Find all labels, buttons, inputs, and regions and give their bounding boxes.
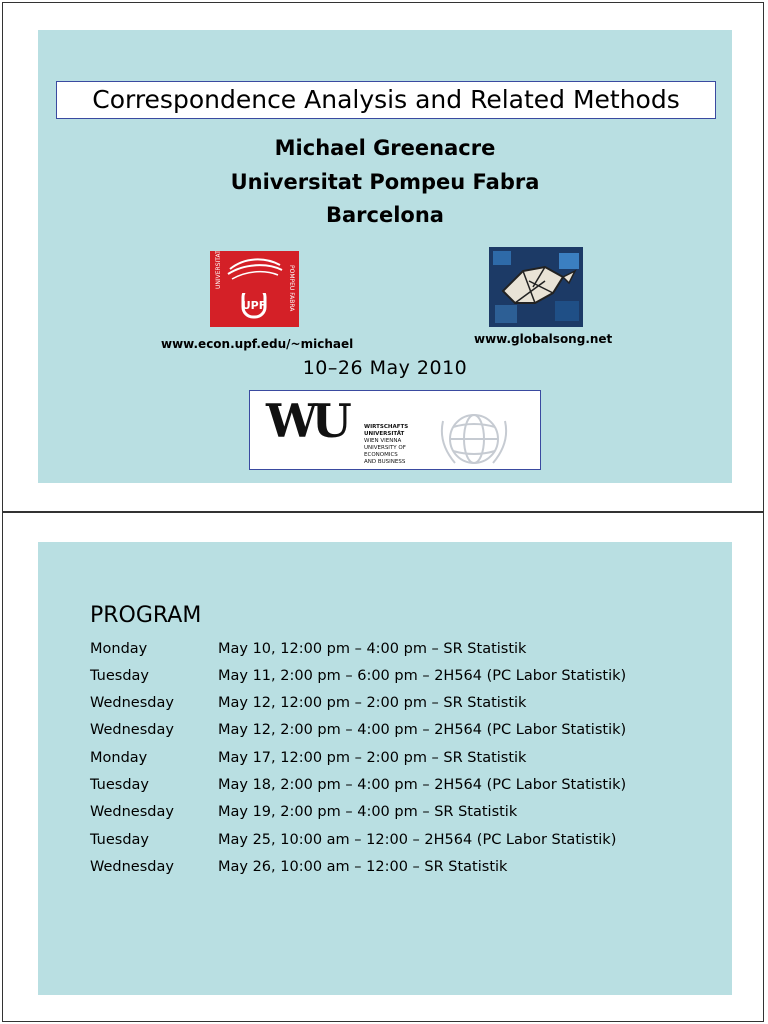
program-detail: May 10, 12:00 pm – 4:00 pm – SR Statistik	[218, 641, 527, 657]
program-detail: May 17, 12:00 pm – 2:00 pm – SR Statistik	[218, 750, 527, 766]
program-detail: May 12, 12:00 pm – 2:00 pm – SR Statistik	[218, 695, 527, 711]
program-day: Wednesday	[90, 804, 174, 820]
author-name: Michael Greenacre	[274, 136, 496, 160]
wu-logo-line: ECONOMICS	[364, 452, 398, 458]
program-day: Monday	[90, 750, 148, 766]
wu-logo-line: UNIVERSITY OF	[364, 445, 406, 451]
program-day: Wednesday	[90, 859, 174, 875]
upf-logo-side-left: UNIVERSITAT	[215, 251, 222, 289]
program-day: Monday	[90, 641, 148, 657]
program-detail: May 12, 2:00 pm – 4:00 pm – 2H564 (PC Labor Statistik)	[218, 722, 627, 738]
program-detail: May 26, 10:00 am – 12:00 – SR Statistik	[218, 859, 508, 875]
wu-logo-mark: WU	[266, 394, 346, 448]
program-detail: May 25, 10:00 am – 12:00 – 2H564 (PC Labor Statistik)	[218, 832, 617, 848]
wu-logo-line: UNIVERSITÄT	[364, 431, 405, 437]
wu-logo-line: WIEN VIENNA	[364, 438, 402, 444]
slide-title: Correspondence Analysis and Related Methods	[56, 81, 716, 119]
wu-logo-line: WIRTSCHAFTS	[364, 424, 409, 430]
program-detail: May 18, 2:00 pm – 4:00 pm – 2H564 (PC Labor Statistik)	[218, 777, 627, 793]
program-day: Wednesday	[90, 695, 174, 711]
slide-2-frame	[2, 512, 764, 1022]
wu-logo-line: AND BUSINESS	[364, 459, 406, 465]
globalsong-image	[489, 247, 583, 327]
course-dates: 10–26 May 2010	[302, 357, 468, 379]
program-day: Tuesday	[90, 777, 149, 793]
program-slide	[38, 542, 732, 995]
author-institution: Universitat Pompeu Fabra	[230, 170, 540, 194]
program-heading: PROGRAM	[90, 603, 202, 628]
globalsong-url-link[interactable]: www.globalsong.net	[474, 332, 613, 346]
program-day: Tuesday	[90, 832, 149, 848]
program-day: Wednesday	[90, 722, 174, 738]
program-detail: May 11, 2:00 pm – 6:00 pm – 2H564 (PC Labor Statistik)	[218, 668, 627, 684]
program-detail: May 19, 2:00 pm – 4:00 pm – SR Statistik	[218, 804, 518, 820]
upf-logo-side-right: POMPEU FABRA	[288, 265, 295, 312]
author-city: Barcelona	[326, 203, 444, 227]
wu-logo	[249, 390, 541, 470]
program-day: Tuesday	[90, 668, 149, 684]
title-slide	[38, 30, 732, 483]
upf-logo-letters: UPF	[241, 299, 267, 312]
upf-url-link[interactable]: www.econ.upf.edu/~michael	[161, 337, 354, 351]
slide-1-frame	[2, 2, 764, 512]
upf-logo	[210, 251, 299, 327]
